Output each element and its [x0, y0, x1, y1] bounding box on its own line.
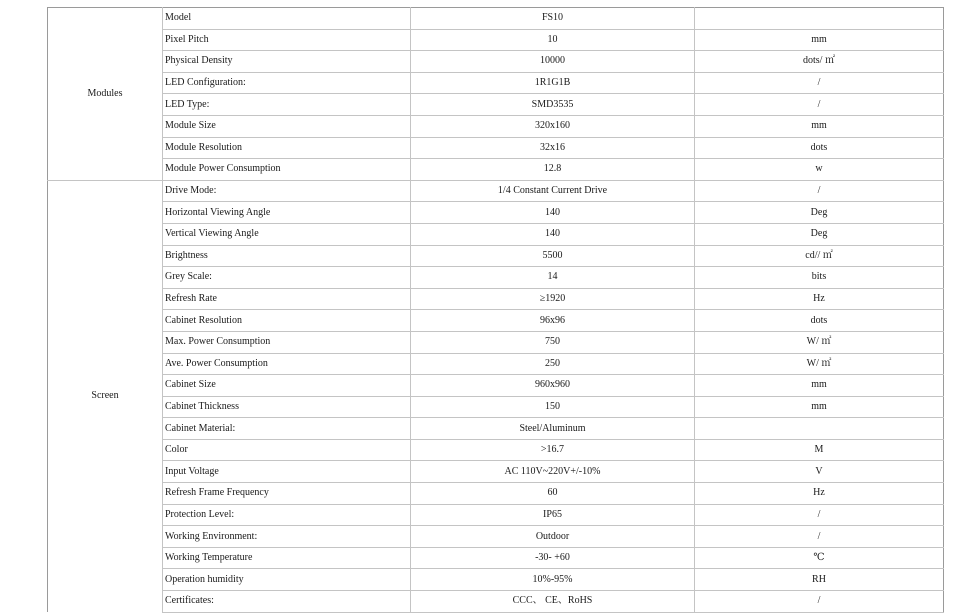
spec-label: Color [163, 439, 411, 461]
spec-label: Certificates: [163, 591, 411, 613]
spec-value: SMD3535 [411, 94, 695, 116]
spec-unit: / [695, 591, 944, 613]
spec-label: Physical Density [163, 51, 411, 73]
spec-label: Max. Power Consumption [163, 331, 411, 353]
spec-unit [695, 8, 944, 30]
spec-unit: ℃ [695, 547, 944, 569]
spec-row [48, 288, 944, 310]
spec-value: 10%-95% [411, 569, 695, 591]
spec-value: 1/4 Constant Current Drive [411, 180, 695, 202]
spec-unit: / [695, 94, 944, 116]
spec-row [48, 353, 944, 375]
spec-label: Module Power Consumption [163, 159, 411, 181]
spec-label: Grey Scale: [163, 267, 411, 289]
spec-row [48, 245, 944, 267]
spec-unit: W/ ㎡ [695, 331, 944, 353]
spec-unit: V [695, 461, 944, 483]
spec-row [48, 591, 944, 613]
spec-label: Operation humidity [163, 569, 411, 591]
spec-row [48, 8, 944, 30]
spec-label: Cabinet Thickness [163, 396, 411, 418]
spec-row [48, 202, 944, 224]
spec-unit: mm [695, 396, 944, 418]
spec-value: 960x960 [411, 375, 695, 397]
spec-label: Refresh Rate [163, 288, 411, 310]
spec-value: FS10 [411, 8, 695, 30]
spec-row [48, 526, 944, 548]
spec-table [47, 7, 944, 613]
spec-label: Input Voltage [163, 461, 411, 483]
spec-row [48, 223, 944, 245]
spec-row [48, 547, 944, 569]
spec-row [48, 439, 944, 461]
spec-row [48, 483, 944, 505]
spec-unit: dots/ ㎡ [695, 51, 944, 73]
spec-unit: Hz [695, 288, 944, 310]
spec-unit: cd// ㎡ [695, 245, 944, 267]
spec-row [48, 115, 944, 137]
spec-value: 12.8 [411, 159, 695, 181]
spec-value: AC 110V~220V+/-10% [411, 461, 695, 483]
spec-value: 1R1G1B [411, 72, 695, 94]
spec-unit: / [695, 72, 944, 94]
spec-label: Module Resolution [163, 137, 411, 159]
group-label-screen: Screen [48, 180, 163, 612]
spec-value: CCC、 CE、RoHS [411, 591, 695, 613]
spec-value: >16.7 [411, 439, 695, 461]
spec-unit [695, 418, 944, 440]
spec-value: 10 [411, 29, 695, 51]
spec-unit: / [695, 526, 944, 548]
spec-value: 140 [411, 202, 695, 224]
spec-unit: bits [695, 267, 944, 289]
spec-value: ≥1920 [411, 288, 695, 310]
spec-label: Horizontal Viewing Angle [163, 202, 411, 224]
spec-value: 60 [411, 483, 695, 505]
spec-value: 320x160 [411, 115, 695, 137]
spec-label: LED Type: [163, 94, 411, 116]
spec-row [48, 331, 944, 353]
spec-unit: RH [695, 569, 944, 591]
spec-value: 150 [411, 396, 695, 418]
spec-unit: Deg [695, 223, 944, 245]
spec-unit: Hz [695, 483, 944, 505]
spec-unit: mm [695, 115, 944, 137]
spec-unit: / [695, 180, 944, 202]
spec-row [48, 29, 944, 51]
spec-label: Refresh Frame Frequency [163, 483, 411, 505]
spec-unit: / [695, 504, 944, 526]
spec-value: 750 [411, 331, 695, 353]
spec-table-body [48, 8, 944, 613]
spec-unit: w [695, 159, 944, 181]
spec-unit: dots [695, 137, 944, 159]
spec-row [48, 569, 944, 591]
spec-label: Cabinet Size [163, 375, 411, 397]
spec-value: -30- +60 [411, 547, 695, 569]
spec-row [48, 51, 944, 73]
spec-value: Steel/Aluminum [411, 418, 695, 440]
spec-label: Pixel Pitch [163, 29, 411, 51]
spec-row [48, 461, 944, 483]
spec-label: Working Environment: [163, 526, 411, 548]
spec-row [48, 396, 944, 418]
spec-row [48, 159, 944, 181]
spec-label: Brightness [163, 245, 411, 267]
spec-label: Ave. Power Consumption [163, 353, 411, 375]
spec-row [48, 504, 944, 526]
spec-row [48, 310, 944, 332]
spec-value: 250 [411, 353, 695, 375]
spec-value: 140 [411, 223, 695, 245]
spec-value: 10000 [411, 51, 695, 73]
spec-label: Module Size [163, 115, 411, 137]
spec-row [48, 267, 944, 289]
spec-row [48, 180, 944, 202]
spec-label: Working Temperature [163, 547, 411, 569]
spec-label: Drive Mode: [163, 180, 411, 202]
spec-label: Vertical Viewing Angle [163, 223, 411, 245]
spec-row [48, 94, 944, 116]
spec-value: 96x96 [411, 310, 695, 332]
spec-value: IP65 [411, 504, 695, 526]
group-label-modules: Modules [48, 8, 163, 181]
spec-row [48, 418, 944, 440]
spec-unit: mm [695, 375, 944, 397]
spec-value: Outdoor [411, 526, 695, 548]
spec-label: Model [163, 8, 411, 30]
spec-unit: M [695, 439, 944, 461]
spec-unit: Deg [695, 202, 944, 224]
spec-label: Cabinet Resolution [163, 310, 411, 332]
spec-label: LED Configuration: [163, 72, 411, 94]
spec-row [48, 72, 944, 94]
spec-label: Cabinet Material: [163, 418, 411, 440]
spec-unit: mm [695, 29, 944, 51]
spec-label: Protection Level: [163, 504, 411, 526]
spec-value: 32x16 [411, 137, 695, 159]
spec-row [48, 375, 944, 397]
spec-unit: W/ ㎡ [695, 353, 944, 375]
spec-value: 14 [411, 267, 695, 289]
spec-row [48, 137, 944, 159]
spec-unit: dots [695, 310, 944, 332]
spec-value: 5500 [411, 245, 695, 267]
